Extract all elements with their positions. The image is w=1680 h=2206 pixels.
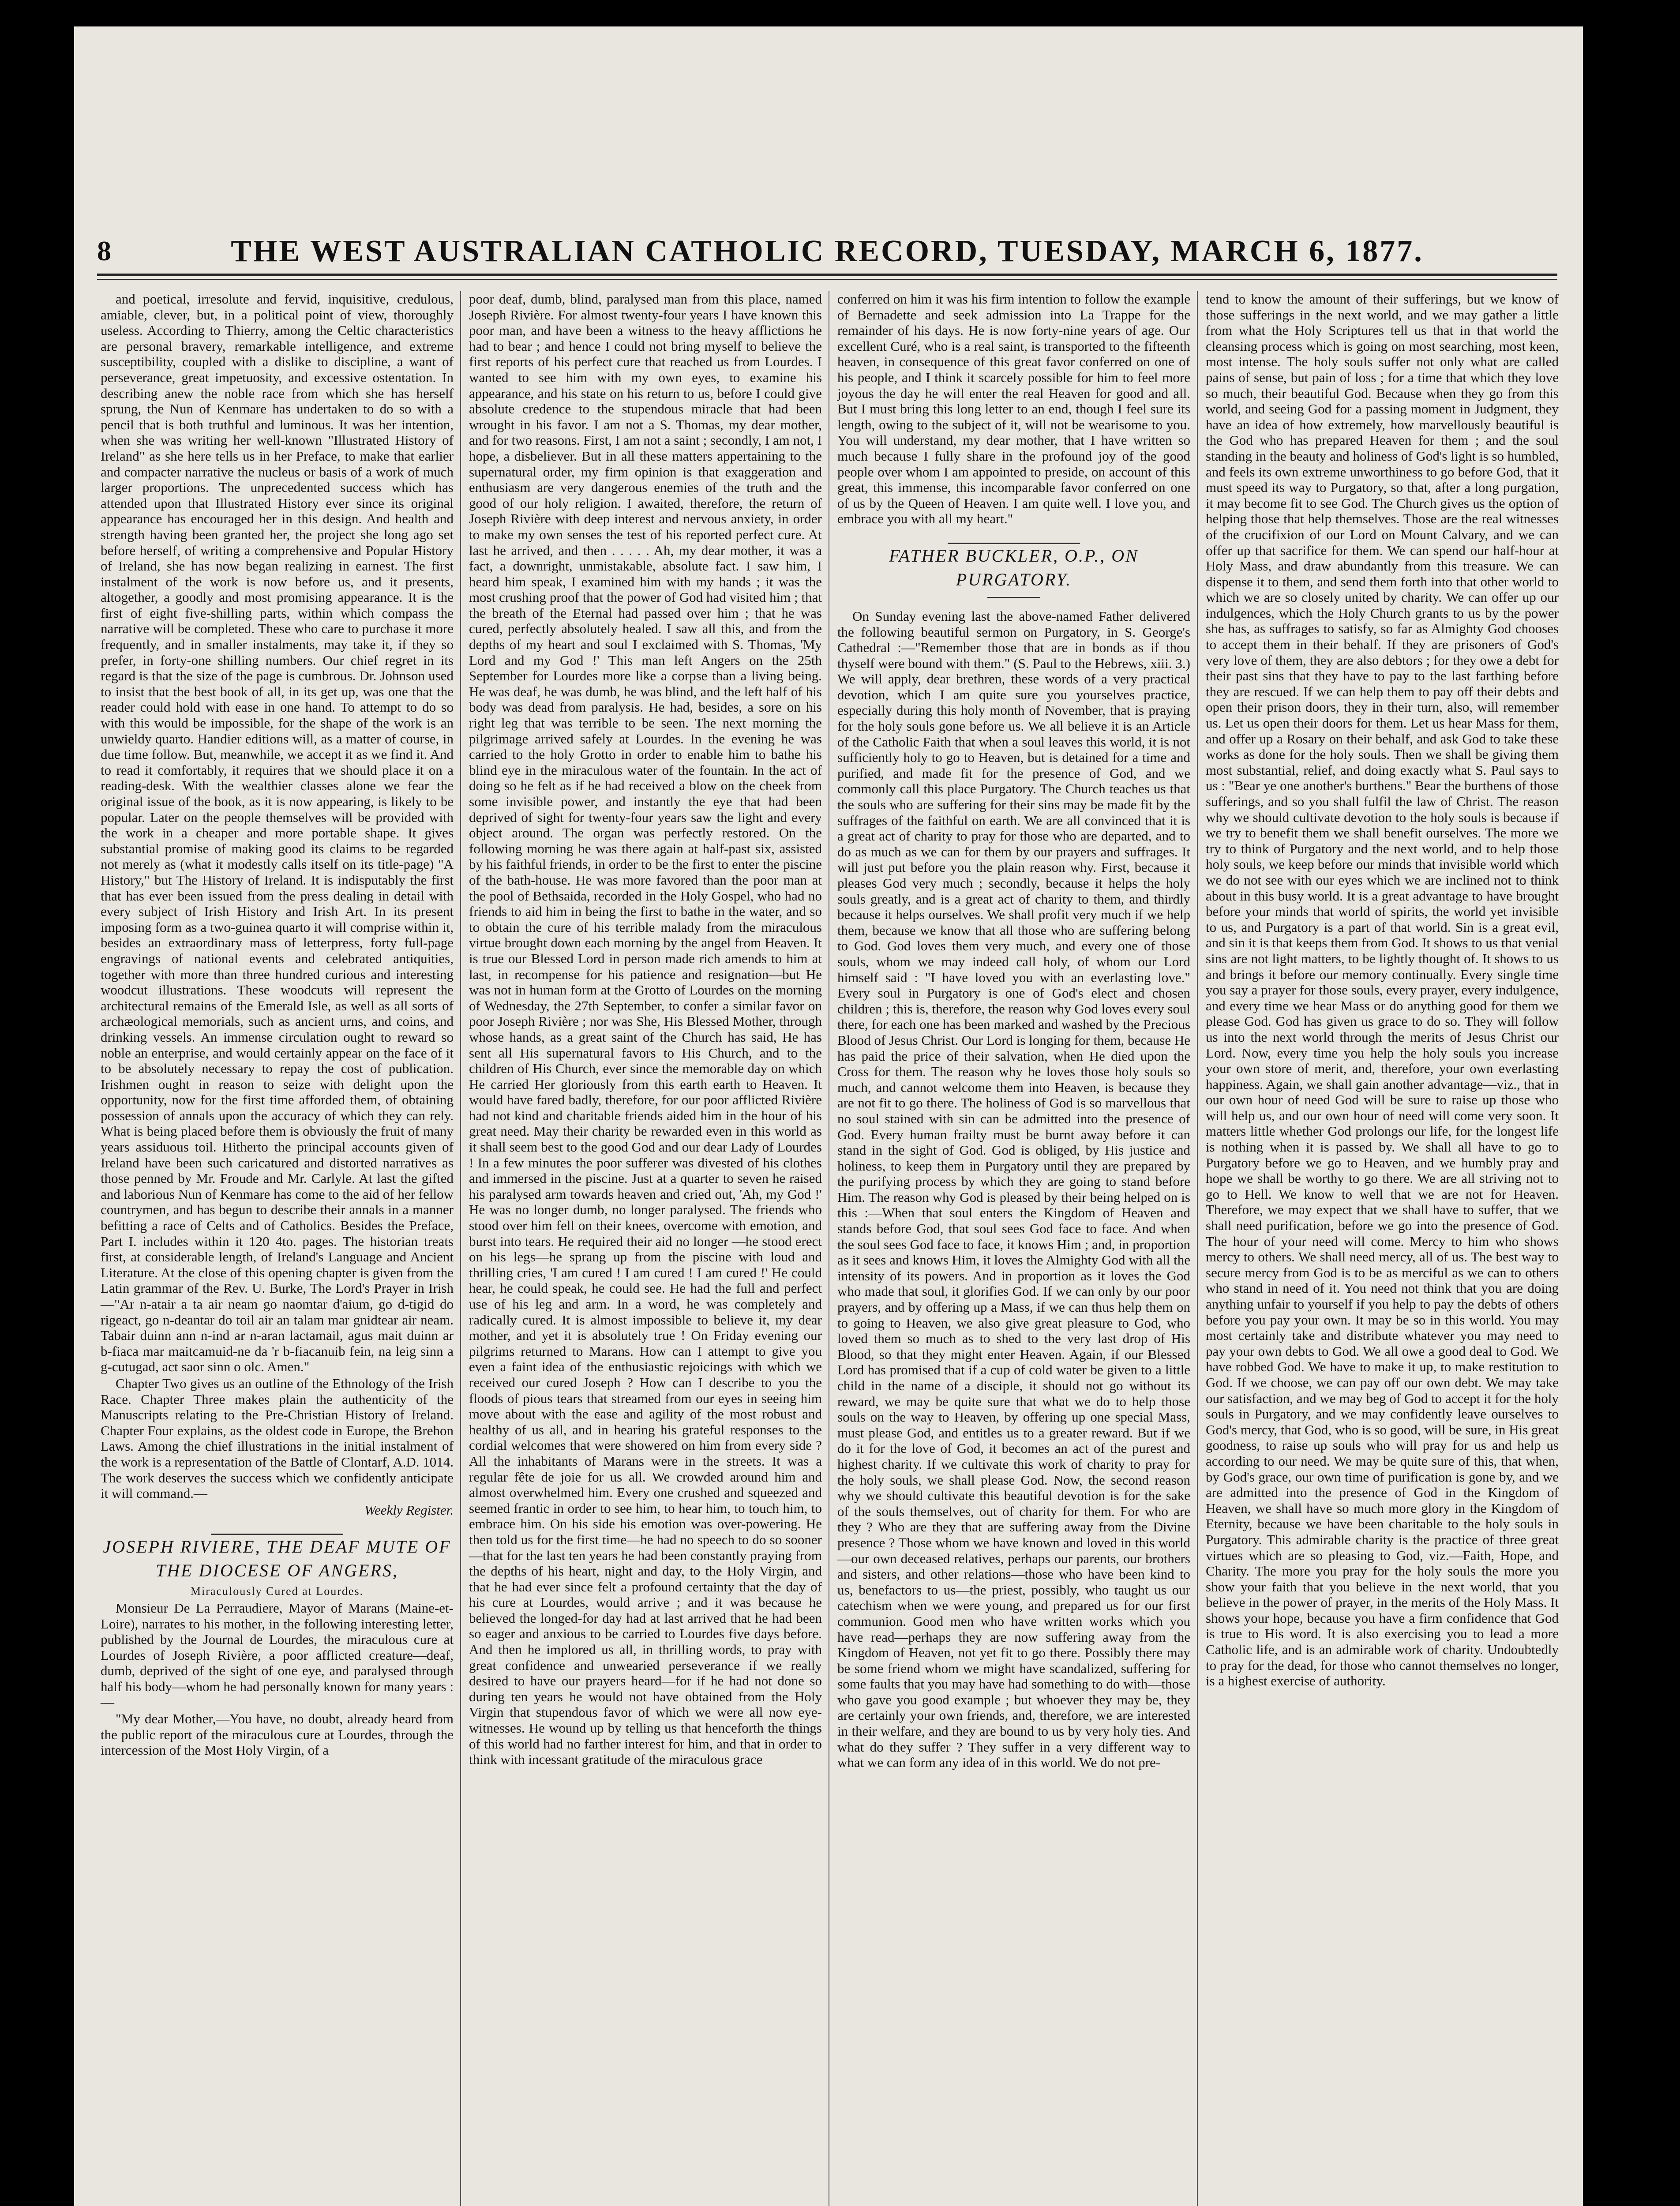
paragraph: and poetical, irresolute and fervid, inquisitive, credulous, amiable, clever, but, in a political point of view, thoroughly useless. According to Thierry, among the Celtic characteristics are personal bravery, remarkable intelligence, and extreme susceptibility, coupled with a dislike to discipline, a want of perseverance, great impetuosity, and excessive ostentation. In describing anew the noble race from which she has herself sprung, the Nun of Kenmare has undertaken to do so with a pencil that is both truthful and luminous. It was her intention, when she was writing her well-known "Illustrated History of Ireland" as she here tells us in her Preface, to make that earlier and compacter narrative the nucleus or basis of a work of much larger proportions. The unprecedented success which has attended upon that Illustrated History ever since its original appearance has encouraged her in this design. And health and strength having been granted her, the project she long ago set before herself, of writing a comprehensive and Popular History of Ireland, she has now began realizing in earnest. The first instalment of the work is now before us, and it presents, altogether, a goodly and most promising appearance. It is the first of eight five-shilling parts, within which compass the narrative will be completed. These who care to purchase it more frequently, and in smaller instalments, may take it, if they so prefer, in forty-one shilling numbers. Our chief regret in its regard is that the size of the page is cumbrous. Dr. Johnson used to insist that the best book of all, in its get up, was one that the reader could hold with ease in one hand. To attempt to do so with this would be impossible, for the shape of the work is an unwieldy quarto. Handier editions will, as a matter of course, in due time follow. But, meanwhile, we accept it as we find it. And to read it comfortably, it requires that we should place it on a reading-desk. With the wealthier classes alone we fear the original issue of the book, as it is now appearing, is likely to be popular. Later on the people themselves will be provided with the work in a cheaper and more portable shape. It gives substantial promise of making good its claims to be regarded not merely as (what it modestly calls itself on its title-page) "A History," but The History of Ireland. It is indisputably the first that has ever been issued from the press dealing in detail with every subject of Irish History and Irish Art. In its present imposing form as a two-guinea quarto it will comprise within it, besides an extraordinary mass of letterpress, forty full-page engravings of national events and celebrated antiquities, together with more than three hundred curious and interesting woodcut illustrations. These woodcuts will represent the architectural remains of the Emerald Isle, as well as all sorts of archæological memorials, such as ancient urns, and coins, and drinking vessels. An immense circulation ought to reward so noble an enterprise, and would certainly appear on the face of it to be absolutely necessary to repay the cost of publication. Irishmen ought in reason to seize with delight upon the opportunity, now for the first time afforded them, of obtaining possession of annals upon the accuracy of which they can rely. What is being placed before them is obviously the fruit of many years assiduous toil. Hitherto the principal accounts given of Ireland have been such caricatured and distorted narratives as those penned by Mr. Froude and Mr. Carlyle. At last the gifted and laborious Nun of Kenmare has come to the aid of her fellow countrymen, and has begun to describe their annals in a manner befitting a race of Celts and of Catholics. Besides the Preface, Part I. includes within it 120 4to. pages. The historian treats first, at considerable length, of Ireland's Language and Ancient Literature. At the close of this opening chapter is given from the Latin grammar of the Rev. U. Burke, The Lord's Prayer in Irish—"Ar n-atair a ta air neam go naomtar d'aium, go d-tigid do rigeact, go n-deantar do toil air an talam mar gnidtear air neam. Tabair duinn ann n-ind ar n-aran lactamail, agus mait duinn ar b-fiaca mar maitcamuid-ne da 'r b-fiacanuib fein, na leig sinn a g-cutugad, act saor sinn o olc. Amen." [101,291,454,1375]
article-title: FATHER BUCKLER, O.P., ON PURGATORY. [889,545,1139,589]
masthead-rule-thin [97,279,1557,280]
paragraph: Monsieur De La Perraudiere, Mayor of Marans (Maine-et-Loire), narrates to his mother, in the following interesting letter, published by the Journal de Lourdes, the miraculous cure at Lourdes of Joseph Rivière, a poor afflicted creature—deaf, dumb, deprived of the sight of one eye, and paralysed through half his body—whom he had personally known for many years :— [101,1600,454,1710]
paragraph: poor deaf, dumb, blind, paralysed man from this place, named Joseph Rivière. For almost twenty-four years I have known this poor man, and have been a witness to the heavy afflictions he had to bear ; and hence I could not bring myself to believe the first reports of his perfect cure that reached us from Lourdes. I wanted to see him with my own eyes, to examine his appearance, and his state on his return to us, before I could give absolute credence to the stupendous miracle that had been wrought in his favor. I am not a S. Thomas, my dear mother, and for two reasons. First, I am not a saint ; secondly, I am not, I hope, a disbeliever. But in all these matters appertaining to the supernatural order, my firm opinion is that exaggeration and enthusiasm are very dangerous enemies of the truth and the good of our holy religion. I awaited, therefore, the return of Joseph Rivière with deep interest and nervous anxiety, in order to make my own senses the test of his reported perfect cure. At last he arrived, and then . . . . . Ah, my dear mother, it was a fact, a downright, unmistakable, absolute fact. I saw him, I heard him speak, I examined him with my hands ; it was the most crushing proof that the power of God had visited him ; that the breath of the Eternal had passed over him ; that he was cured, perfectly absolutely healed. I saw all this, and from the depths of my heart and soul I exclaimed with S. Thomas, 'My Lord and my God !' This man left Angers on the 25th September for Lourdes more like a corpse than a living being. He was deaf, he was dumb, he was blind, and the left half of his body was dead from paralysis. He had, besides, a sore on his right leg that was terrible to be seen. The next morning the pilgrimage arrived safely at Lourdes. In the evening he was carried to the holy Grotto in order to enable him to bathe his blind eye in the miraculous water of the fountain. In the act of doing so he felt as if he had received a blow on the cheek from some invisible power, and instantly the eye that had been deprived of sight for twenty-four years saw the light and every object around. The organ was perfectly restored. On the following morning he was there again at half-past six, assisted by his faithful friends, in order to be the first to enter the piscine of the bath-house. He was more favored than the poor man at the pool of Bethsaida, recorded in the Holy Gospel, who had no friends to aid him in being the first to bathe in the water, and so to obtain the cure of his terrible malady from the miraculous virtue brought down each morning by the angel from Heaven. It is true our Blessed Lord in person made rich amends to him at last, in recompense for his patience and resignation—but He was not in human form at the Grotto of Lourdes on the morning of Wednesday, the 27th September, to confer a similar favor on poor Joseph Rivière ; nor was She, His Blessed Mother, through whose hands, as a great saint of the Church has said, He has sent all His supernatural favors to His Church, and to the children of His Church, ever since the memorable day on which He carried Her gloriously from this earth earth to Heaven. It would have fared badly, therefore, for our poor afflicted Rivière had not kind and charitable friends aided him in the hour of his great need. May their charity be rewarded even in this world as it shall seem best to the good God and our dear Lady of Lourdes ! In a few minutes the poor sufferer was divested of his clothes and immersed in the piscine. Just at a quarter to seven he raised his paralysed arm towards heaven and cried out, 'Ah, my God !' He was no longer dumb, no longer paralysed. The friends who stood over him fell on their knees, overcome with emotion, and burst into tears. He required their aid no longer —he stood erect on his legs—he sprang up from the piscine with loud and thrilling cries, 'I am cured ! I am cured ! I am cured !' He could hear, he could speak, he could see. He had the full and perfect use of his leg and arm. In a word, he was completely and radically cured. It is almost impossible to believe it, my dear mother, and yet it is absolutely true ! On Friday evening our pilgrims returned to Marans. How can I attempt to give you even a faint idea of the enthusiastic rejoicings with which we received our cured Joseph ? How can I describe to you the floods of pious tears that streamed from our eyes in seeing him move about with the ease and agility of the most robust and healthy of us all, and in hearing his grateful responses to the cordial welcomes that were showered on him from every side ? All the inhabitants of Marans were in the streets. It was a regular fête de joie for us all. We crowded around him and almost overwhelmed him. Every one crushed and squeezed and seemed frantic in order to see him, to hear him, to touch him, to embrace him. On his side his emotion was over-powering. He then told us for the first time—he had no speech to do so sooner—that for the last ten years he had been constantly praying from the depths of his heart, night and day, to the Holy Virgin, and that he had ever since felt a profound certainty that the day of his cure at Lourdes, would arrive ; and it was because he believed the longed-for day had at last arrived that he had been so eager and anxious to be carried to Lourdes five days before. And then he implored us all, in thrilling words, to pray with great confidence and unwearied perseverance if we really desired to have our prayers heard—for if he had not done so during ten years he would not have obtained from the Holy Virgin that stupendous favor of which we were all now eye-witnesses. He wound up by telling us that henceforth the things of this world had no farther interest for him, and that in order to think with incessant gratitude of the miraculous grace [469,291,822,1767]
source-credit: Weekly Register. [364,1502,454,1518]
paragraph: tend to know the amount of their sufferings, but we know of those sufferings in the next world, and we may gather a little from what the Holy Scriptures tell us that in that world the cleansing process which is going on most searching, most keen, most intense. The holy souls suffer not only what are called pains of sense, but pain of loss ; for a time that which they love so much, their beautiful God. Because when they go from this world, and seeing God for a passing moment in Judgment, they have an idea of how extremely, how marvellously beautiful is the God who has prepared Heaven for them ; and the soul standing in the beauty and holiness of God's light is so humbled, and feels its own extreme unworthiness to go before God, that it must speed its way to Purgatory, so that, after a long purgation, it may become fit to see God. The Church gives us the option of helping those that help themselves. Those are the real witnesses of the crucifixion of our Lord on Mount Calvary, and we can offer up that sacrifice for them. We can spend our half-hour at Holy Mass, and draw abundantly from this treasure. We can dispense it to them, and send them forth into that other world to which we are so closely united by charity. We can offer up our indulgences, which the Holy Church grants to us by the power she has, as suffrages to satisfy, so far as Almighty God chooses to accept them in their behalf. If they are prisoners of God's very love of them, they are also debtors ; for they owe a debt for their past sins that they have to pay to the last farthing before they are rescued. If we can help them to pay off their debts and open their prison doors, they in their turn, also, will remember us. Let us open their doors for them. Let us hear Mass for them, and offer up a Rosary on their behalf, and ask God to take these works as done for the holy souls. Then we shall be giving them most substantial, relief, and doing exactly what S. Paul says to us : "Bear ye one another's burthens." Bear the burthens of those sufferings, and so you shall fulfil the law of Christ. The reason why we should cultivate devotion to the holy souls is because if we try to benefit them we shall benefit ourselves. The more we try to think of Purgatory and the next world, and to help those holy souls, we keep before our minds that invisible world which we do not see with our eyes which we are inclined not to think about in this busy world. It is a great advantage to have brought before your minds that world of spirits, the world yet invisible to us, and Purgatory is a part of that world. Sin is a great evil, and sin it is that keeps them from God. It shows to us that venial sins are not light matters, to be lightly thought of. It shows to us and brings it before our memory continually. Every single time you say a prayer for those souls, every prayer, every indulgence, and every time we hear Mass or do anything good for them we please God. God has given us grace to do so. They will follow us into the next world through the merits of Jesus Christ our Lord. Now, every time you help the holy souls you increase your own store of merit, and, therefore, your own everlasting happiness. Again, we shall gain another advantage—viz., that in our own hour of need God will be sure to raise up those who will help us, and our own hour of need will come very soon. It matters little whether God prolongs our life, for the longest life is nothing when it is passed by. We shall all have to go to Purgatory before we go to Heaven, and we humbly pray and hope we shall be worthy to go there. We are all striving not to go to Hell. We know to well that we are not for Heaven. Therefore, we may expect that we shall have to suffer, that we shall need purification, before we go into the presence of God. The hour of your need will come. Mercy to him who shows mercy to others. We shall need mercy, all of us. The best way to secure mercy from God is to be as merciful as we can to others who stand in need of it. You need not think that you are doing anything unfair to yourself if you help to pay the debts of others before you pay your own. It may be so in this world. You may most certainly take and distribute whatever you may need to pay your own debts to God. We all owe a good deal to God. We have robbed God. We have to make it up, to make restitution to God. If we choose, we can pay off our own debt. We may take our satisfaction, and we may beg of God to accept it for the holy souls in Purgatory, and we may confidently leave ourselves to God's mercy, that God, who is so good, will be sure, in His great goodness, to raise up souls who will pray for us and help us according to our need. We may be quite sure of this, that when, by God's grace, our own time of purification is gone by, and we are admitted into the presence of God in the Kingdom of Heaven, we shall have so much more glory in the Kingdom of Eternity, because we have been charitable to the holy souls in Purgatory. This admirable charity is the practice of three great virtues which are so pleasing to God, viz.—Faith, Hope, and Charity. The more you pray for the holy souls the more you show your faith that you believe in the next world, that you believe in the power of prayer, in the merits of the Holy Mass. It shows your hope, because you have a firm confidence that God is true to His word. It is also exercising you to lead a more Catholic life, and is an admirable work of charity. Undoubtedly to pray for the dead, for those who cannot themselves no longer, is a highest exercise of authority. [1206,291,1559,1689]
masthead [97,216,1557,269]
newspaper-page [74,26,1583,2206]
column-3 [837,291,1190,2206]
column-rule [460,291,461,2206]
masthead-title: THE WEST AUSTRALIAN CATHOLIC RECORD, TUESDAY, MARCH 6, 1877. [231,234,1424,268]
column-4 [1206,291,1559,2206]
column-2 [469,291,822,2206]
article-subtitle: Miraculously Cured at Lourdes. [190,1585,364,1598]
column-rule [1197,291,1198,2206]
page-number: 8 [97,235,111,266]
paragraph: On Sunday evening last the above-named Father delivered the following beautiful sermon on Purgatory, in S. George's Cathedral :—"Remember those that are in bonds as if thou thyself were bound with them." (S. Paul to the Hebrews, xiii. 3.) We will apply, dear brethren, these words of a very practical devotion, which I am quite sure you yourselves practice, especially during this holy month of November, that is praying for the holy souls gone before us. We all believe it is an Article of the Catholic Faith that when a soul leaves this world, it is not sufficiently holy to go to Heaven, but is detained for a time and purified, and made fit for the presence of God, and we commonly call this place Purgatory. The Church teaches us that the souls who are suffering for their sins may be made fit by the suffrages of the faithful on earth. We are all convinced that it is a great act of charity to pray for those who are departed, and to do as much as we can for them by our prayers and suffrages. It will just put before you the plain reason why. First, because it pleases God very much ; secondly, because it helps the holy souls greatly, and is a great act of charity to them, and thirdly because it helps ourselves. We shall profit very much if we help them, because we know that all those who are suffering belong to God. God loves them very much, and every one of those souls, whom we may indeed call holy, of whom our Lord himself said : "I have loved you with an everlasting love." Every soul in Purgatory is one of God's elect and chosen children ; this is, therefore, the reason why God loves every soul there, for each one has been marked and washed by the Precious Blood of Jesus Christ. Our Lord is longing for them, because He has paid the price of their salvation, when He died upon the Cross for them. The reason why he loves those holy souls so much, and cannot welcome them into Heaven, is because they are not fit to go there. The holiness of God is so marvellous that no soul stained with sin can be admitted into the presence of God. Every human frailty must be burnt away before it can stand in the sight of God. God is obliged, by His justice and holiness, to keep them in Purgatory until they are prepared by the purifying process by which they are going to stand before Him. The reason why God is pleased by their being helped on is this :—When that soul enters the Kingdom of Heaven and stands before God, that soul sees God face to face. And when the soul sees God face to face, it knows Him ; and, in proportion as it sees and knows Him, it loves the Almighty God with all the intensity of its powers. And in proportion as it loves the God who made that soul, it glorifies God. If we can only by our poor prayers, and by offering up a Mass, if we can thus help them on to going to Heaven, we also give great pleasure to God, who loved them so much as to shed to the very last drop of His Blood, so that they might enter Heaven. Again, if our Blessed Lord has promised that if a cup of cold water be given to a little child in the name of a disciple, it should not go without its reward, we may be quite sure that what we do to help those souls on the way to Heaven, by offering up one special Mass, must please God, and entitles us to a greater reward. But if we do it for the love of God, it becomes an act of the purest and highest charity. If we cultivate this work of charity to pray for the holy souls, we shall please God. Now, the second reason why we should cultivate this beautiful devotion is for the sake of the souls themselves, out of charity for them. For who are they ? Who are they that are suffering away from the Divine presence ? Those whom we have known and loved in this world—our own deceased relatives, perhaps our parents, our brothers and sisters, and other relations—those who have been kind to us, benefactors to us—the priest, possibly, who taught us our catechism when we were young, and prepared us for our first communion. Good men who have written works which you have read—perhaps they are now suffering away from the Kingdom of Heaven, not yet fit to go there. Possibly there may be some friend whom we might have scandalized, suffering for some faults that you may have had something to do with—those who gave you good example ; but whoever they may be, they are certainly your own friends, and, therefore, we are interested in their welfare, and they are bound to us by very holy ties. And what do they suffer ? They suffer in a very different way to what we can form any idea of in this world. We do not pre- [837,608,1190,1771]
masthead-rule [97,274,1557,276]
title-underline [987,597,1040,598]
paragraph: conferred on him it was his firm intention to follow the example of Bernadette and seek admission into La Trappe for the remainder of his days. He is now forty-nine years of age. Our excellent Curé, who is a real saint, is transported to the fifteenth heaven, in consequence of this great favor conferred on one of his people, and I think it scarcely possible for him to feel more joyous the day he will enter the real Heaven for good and all. But I must bring this long letter to an end, though I feel sure its length, owing to the subject of it, will not be wearisome to you. You will understand, my dear mother, that I have written so much because I fully share in the profound joy of the good people over whom I am appointed to preside, on account of this great, this immense, this incomparable favor conferred on one of us by the Queen of Heaven. I am quite well. I love you, and embrace you with all my heart." [837,291,1190,527]
column-1 [101,291,454,2206]
paragraph: Chapter Two gives us an outline of the Ethnology of the Irish Race. Chapter Three makes plain the authenticity of the Manuscripts relating to the Pre-Christian History of Ireland. Chapter Four explains, as the oldest code in Europe, the Brehon Laws. Among the chief illustrations in the initial instalment of the work is a representation of the Battle of Clontarf, A.D. 1014. The work deserves the success which we confidently anticipate it will command.— [101,1375,454,1501]
paragraph: "My dear Mother,—You have, no doubt, already heard from the public report of the miraculous cure at Lourdes, through the intercession of the Most Holy Virgin, of a [101,1711,454,1758]
article-title: JOSEPH RIVIERE, THE DEAF MUTE OF THE DIOCESE OF ANGERS, [103,1537,451,1581]
